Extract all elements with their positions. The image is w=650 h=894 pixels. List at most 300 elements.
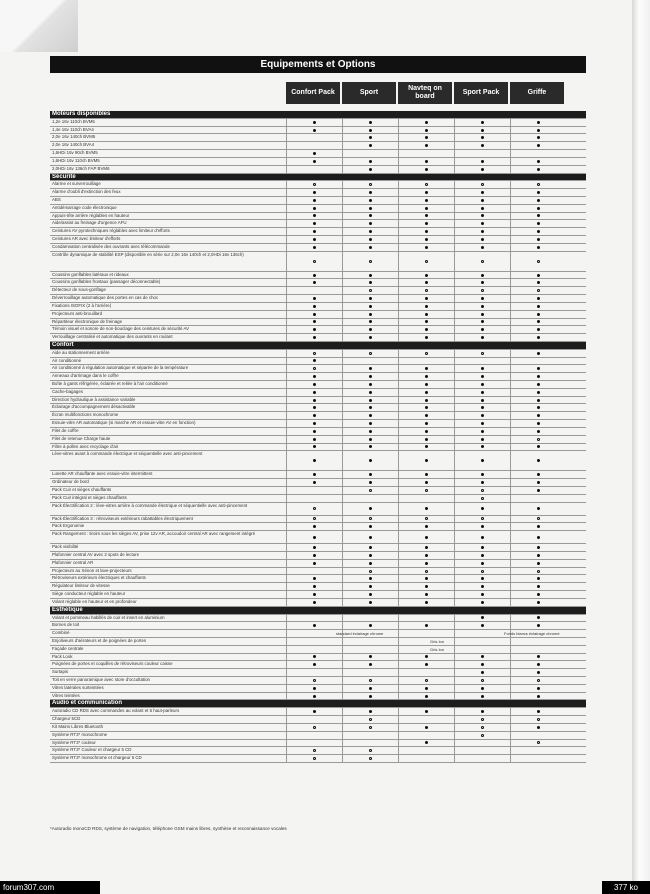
table-cell bbox=[454, 708, 510, 715]
row-label: Plafonnier central AV avec 2 spots de lecture bbox=[52, 552, 140, 557]
standard-dot-icon bbox=[369, 375, 372, 378]
table-cell bbox=[342, 444, 398, 451]
standard-dot-icon bbox=[537, 160, 540, 163]
standard-dot-icon bbox=[425, 313, 428, 316]
row-label: Combiné bbox=[52, 630, 70, 636]
table-cell bbox=[342, 716, 398, 723]
option-ring-icon bbox=[481, 260, 484, 263]
standard-dot-icon bbox=[481, 546, 484, 549]
standard-dot-icon bbox=[369, 663, 372, 666]
standard-dot-icon bbox=[537, 281, 540, 284]
table-cell bbox=[286, 568, 342, 575]
row-label: Filet de retenue Charge haute bbox=[52, 435, 111, 441]
table-row bbox=[50, 334, 586, 342]
standard-dot-icon bbox=[537, 655, 540, 658]
row-label: Volant réglable en hauteur et en profondeur bbox=[52, 598, 137, 604]
row-label: Pack Électrification 2 : lève-vitres arrière à commande électrique et séquentielle avec anti-pincement bbox=[52, 502, 248, 508]
standard-dot-icon bbox=[313, 593, 316, 596]
standard-dot-icon bbox=[369, 593, 372, 596]
standard-dot-icon bbox=[481, 238, 484, 241]
standard-dot-icon bbox=[369, 546, 372, 549]
standard-dot-icon bbox=[481, 430, 484, 433]
table-cell bbox=[286, 716, 342, 723]
table-row bbox=[50, 568, 586, 576]
standard-dot-icon bbox=[481, 391, 484, 394]
standard-dot-icon bbox=[313, 414, 316, 417]
option-ring-icon bbox=[369, 289, 372, 292]
table-row bbox=[50, 197, 586, 205]
standard-dot-icon bbox=[537, 352, 540, 355]
table-cell bbox=[454, 724, 510, 731]
table-cell bbox=[286, 142, 342, 149]
table-cell bbox=[510, 205, 566, 212]
row-label: Coussins gonflables frontaux (passager déconnectable) bbox=[52, 279, 161, 285]
standard-dot-icon bbox=[369, 459, 372, 462]
standard-dot-icon bbox=[369, 399, 372, 402]
standard-dot-icon bbox=[313, 585, 316, 588]
row-label: Lunette AR chauffante avec essuie-vitre intermittent bbox=[52, 471, 153, 477]
standard-dot-icon bbox=[425, 445, 428, 448]
table-row bbox=[50, 205, 586, 213]
table-cell bbox=[342, 544, 398, 551]
row-label: Système RT3* couleur bbox=[52, 739, 96, 745]
table-row bbox=[50, 436, 586, 444]
table-row bbox=[50, 531, 586, 544]
table-row bbox=[50, 373, 586, 381]
table-cell bbox=[454, 272, 510, 279]
standard-dot-icon bbox=[313, 546, 316, 549]
standard-dot-icon bbox=[537, 695, 540, 698]
row-label: Façade centrale bbox=[52, 645, 84, 651]
standard-dot-icon bbox=[537, 422, 540, 425]
table-cell bbox=[286, 615, 342, 622]
footnote: *Autoradio monoCD RDS, système de navigation, téléphone GSM mains libres, synthèse et reconnaissance vocales bbox=[50, 826, 287, 831]
option-ring-icon bbox=[369, 570, 372, 573]
table-cell bbox=[510, 495, 566, 502]
standard-dot-icon bbox=[537, 414, 540, 417]
table-cell bbox=[510, 272, 566, 279]
table-cell bbox=[286, 134, 342, 141]
table-cell bbox=[454, 654, 510, 661]
table-cell bbox=[454, 451, 510, 470]
standard-dot-icon bbox=[313, 473, 316, 476]
standard-dot-icon bbox=[481, 230, 484, 233]
standard-dot-icon bbox=[481, 144, 484, 147]
standard-dot-icon bbox=[369, 406, 372, 409]
option-ring-icon bbox=[537, 718, 540, 721]
cell-note: Gris Ion bbox=[430, 638, 445, 644]
table-row bbox=[50, 661, 586, 669]
table-cell bbox=[342, 244, 398, 251]
table-cell bbox=[510, 365, 566, 372]
standard-dot-icon bbox=[481, 246, 484, 249]
option-ring-icon bbox=[537, 741, 540, 744]
standard-dot-icon bbox=[481, 507, 484, 510]
row-label: 2,0HDi 16v 136ch FAP BVM6 bbox=[52, 165, 110, 171]
table-cell bbox=[510, 708, 566, 715]
table-cell bbox=[454, 311, 510, 318]
table-cell bbox=[510, 503, 566, 515]
row-label: Pack visibilité bbox=[52, 544, 79, 550]
table-cell bbox=[286, 503, 342, 515]
table-cell bbox=[454, 638, 510, 645]
table-cell bbox=[398, 236, 454, 243]
standard-dot-icon bbox=[369, 320, 372, 323]
table-row bbox=[50, 158, 586, 166]
table-cell bbox=[286, 295, 342, 302]
standard-dot-icon bbox=[369, 710, 372, 713]
table-cell bbox=[286, 654, 342, 661]
table-row bbox=[50, 638, 586, 646]
table-cell bbox=[342, 412, 398, 419]
table-cell bbox=[342, 319, 398, 326]
standard-dot-icon bbox=[537, 430, 540, 433]
standard-dot-icon bbox=[425, 214, 428, 217]
table-cell bbox=[510, 451, 566, 470]
table-cell bbox=[510, 358, 566, 365]
standard-dot-icon bbox=[369, 687, 372, 690]
table-cell bbox=[398, 420, 454, 427]
table-cell bbox=[454, 646, 510, 653]
table-cell bbox=[398, 358, 454, 365]
standard-dot-icon bbox=[425, 577, 428, 580]
table-row bbox=[50, 326, 586, 334]
standard-dot-icon bbox=[369, 430, 372, 433]
page-fold-shadow bbox=[0, 0, 78, 52]
table-cell bbox=[286, 479, 342, 486]
table-cell bbox=[398, 693, 454, 700]
option-ring-icon bbox=[537, 679, 540, 682]
table-cell bbox=[510, 181, 566, 188]
standard-dot-icon bbox=[481, 207, 484, 210]
option-ring-icon bbox=[369, 517, 372, 520]
table-cell bbox=[398, 119, 454, 126]
column-header: Griffe bbox=[510, 82, 564, 104]
table-cell bbox=[454, 181, 510, 188]
table-row bbox=[50, 272, 586, 280]
table-cell bbox=[510, 523, 566, 530]
table-row bbox=[50, 677, 586, 685]
standard-dot-icon bbox=[425, 222, 428, 225]
table-cell bbox=[510, 428, 566, 435]
standard-dot-icon bbox=[537, 391, 540, 394]
table-cell bbox=[398, 381, 454, 388]
table-cell bbox=[398, 220, 454, 227]
table-cell bbox=[398, 428, 454, 435]
table-cell bbox=[398, 599, 454, 606]
row-label: Plafonnier central AR bbox=[52, 559, 94, 565]
table-cell bbox=[510, 350, 566, 357]
standard-dot-icon bbox=[481, 616, 484, 619]
standard-dot-icon bbox=[537, 459, 540, 462]
standard-dot-icon bbox=[537, 199, 540, 202]
table-cell bbox=[286, 575, 342, 582]
standard-dot-icon bbox=[425, 562, 428, 565]
standard-dot-icon bbox=[537, 406, 540, 409]
table-cell bbox=[510, 638, 566, 645]
row-label: Système RT3* monochrome bbox=[52, 731, 108, 737]
standard-dot-icon bbox=[313, 710, 316, 713]
table-cell bbox=[286, 471, 342, 478]
table-cell bbox=[510, 669, 566, 676]
standard-dot-icon bbox=[481, 695, 484, 698]
table-cell bbox=[286, 747, 342, 754]
table-cell bbox=[342, 150, 398, 157]
standard-dot-icon bbox=[537, 536, 540, 539]
table-cell bbox=[286, 420, 342, 427]
table-cell bbox=[398, 523, 454, 530]
cell-note: Gris Ion bbox=[430, 646, 445, 652]
table-cell bbox=[454, 523, 510, 530]
table-cell bbox=[398, 479, 454, 486]
table-cell bbox=[398, 228, 454, 235]
standard-dot-icon bbox=[481, 624, 484, 627]
standard-dot-icon bbox=[481, 554, 484, 557]
standard-dot-icon bbox=[425, 336, 428, 339]
table-cell bbox=[398, 334, 454, 341]
table-cell bbox=[510, 142, 566, 149]
standard-dot-icon bbox=[425, 546, 428, 549]
table-cell bbox=[398, 531, 454, 543]
table-cell bbox=[398, 685, 454, 692]
table-cell bbox=[286, 599, 342, 606]
table-cell bbox=[454, 479, 510, 486]
table-cell bbox=[398, 142, 454, 149]
option-ring-icon bbox=[537, 289, 540, 292]
table-row bbox=[50, 287, 586, 295]
table-cell bbox=[286, 622, 342, 629]
table-cell bbox=[286, 444, 342, 451]
standard-dot-icon bbox=[425, 399, 428, 402]
table-cell bbox=[454, 158, 510, 165]
standard-dot-icon bbox=[369, 655, 372, 658]
table-cell bbox=[342, 755, 398, 762]
standard-dot-icon bbox=[481, 129, 484, 132]
standard-dot-icon bbox=[313, 481, 316, 484]
table-cell bbox=[454, 142, 510, 149]
standard-dot-icon bbox=[425, 375, 428, 378]
table-cell bbox=[510, 150, 566, 157]
table-cell bbox=[510, 479, 566, 486]
table-cell bbox=[342, 740, 398, 747]
standard-dot-icon bbox=[537, 230, 540, 233]
table-cell bbox=[286, 326, 342, 333]
standard-dot-icon bbox=[481, 222, 484, 225]
table-row bbox=[50, 516, 586, 524]
standard-dot-icon bbox=[425, 297, 428, 300]
standard-dot-icon bbox=[481, 663, 484, 666]
standard-dot-icon bbox=[425, 414, 428, 417]
table-cell bbox=[286, 724, 342, 731]
table-cell bbox=[454, 334, 510, 341]
standard-dot-icon bbox=[313, 663, 316, 666]
table-cell bbox=[454, 205, 510, 212]
table-cell bbox=[398, 716, 454, 723]
standard-dot-icon bbox=[313, 655, 316, 658]
row-label: Cache-bagages bbox=[52, 388, 84, 394]
table-cell bbox=[342, 708, 398, 715]
table-row bbox=[50, 654, 586, 662]
standard-dot-icon bbox=[369, 525, 372, 528]
standard-dot-icon bbox=[481, 121, 484, 124]
table-cell bbox=[454, 444, 510, 451]
table-cell bbox=[286, 272, 342, 279]
section-header bbox=[50, 607, 586, 615]
standard-dot-icon bbox=[313, 562, 316, 565]
table-cell bbox=[454, 575, 510, 582]
table-row bbox=[50, 523, 586, 531]
table-row bbox=[50, 487, 586, 495]
table-cell bbox=[454, 669, 510, 676]
table-cell bbox=[454, 420, 510, 427]
standard-dot-icon bbox=[313, 695, 316, 698]
table-cell bbox=[454, 693, 510, 700]
table-cell bbox=[342, 205, 398, 212]
standard-dot-icon bbox=[313, 313, 316, 316]
table-cell bbox=[454, 677, 510, 684]
standard-dot-icon bbox=[369, 328, 372, 331]
table-row bbox=[50, 685, 586, 693]
table-cell bbox=[454, 404, 510, 411]
row-label: Air conditionné à régulation automatique et séparée de la température bbox=[52, 365, 189, 371]
option-ring-icon bbox=[425, 289, 428, 292]
standard-dot-icon bbox=[313, 274, 316, 277]
standard-dot-icon bbox=[481, 585, 484, 588]
table-cell bbox=[286, 732, 342, 739]
standard-dot-icon bbox=[481, 406, 484, 409]
row-label: Témoin visuel et sonore de non-bouclage des ceintures de sécurité AV bbox=[52, 326, 190, 332]
table-cell bbox=[510, 287, 566, 294]
table-cell bbox=[454, 544, 510, 551]
table-cell bbox=[342, 381, 398, 388]
standard-dot-icon bbox=[369, 554, 372, 557]
table-cell bbox=[398, 150, 454, 157]
option-ring-icon bbox=[425, 352, 428, 355]
standard-dot-icon bbox=[313, 375, 316, 378]
standard-dot-icon bbox=[425, 121, 428, 124]
table-cell bbox=[454, 560, 510, 567]
table-cell bbox=[510, 166, 566, 173]
table-row bbox=[50, 358, 586, 366]
standard-dot-icon bbox=[425, 246, 428, 249]
option-ring-icon bbox=[537, 438, 540, 441]
table-cell bbox=[342, 420, 398, 427]
option-ring-icon bbox=[425, 517, 428, 520]
row-label: Alarme et surverrouillage bbox=[52, 181, 101, 187]
table-row bbox=[50, 127, 586, 135]
standard-dot-icon bbox=[313, 191, 316, 194]
table-cell bbox=[454, 412, 510, 419]
table-cell bbox=[342, 228, 398, 235]
table-cell bbox=[342, 119, 398, 126]
table-row bbox=[50, 181, 586, 189]
table-row bbox=[50, 404, 586, 412]
table-cell bbox=[342, 638, 398, 645]
table-cell bbox=[342, 669, 398, 676]
column-header: Sport bbox=[342, 82, 396, 104]
table-cell bbox=[398, 638, 454, 645]
row-label: Surtapis bbox=[52, 669, 69, 675]
table-cell bbox=[510, 397, 566, 404]
table-cell bbox=[342, 747, 398, 754]
table-cell bbox=[454, 150, 510, 157]
standard-dot-icon bbox=[369, 438, 372, 441]
table-cell bbox=[454, 295, 510, 302]
table-cell bbox=[398, 732, 454, 739]
table-cell bbox=[342, 531, 398, 543]
row-label: Système RT3* Couleur et chargeur 5 CD bbox=[52, 747, 132, 753]
standard-dot-icon bbox=[313, 525, 316, 528]
table-cell bbox=[398, 503, 454, 515]
table-cell bbox=[398, 404, 454, 411]
standard-dot-icon bbox=[369, 214, 372, 217]
table-cell bbox=[398, 560, 454, 567]
standard-dot-icon bbox=[369, 281, 372, 284]
standard-dot-icon bbox=[369, 391, 372, 394]
table-cell bbox=[510, 326, 566, 333]
table-cell bbox=[510, 646, 566, 653]
table-cell bbox=[342, 389, 398, 396]
table-cell bbox=[286, 516, 342, 523]
table-cell bbox=[510, 677, 566, 684]
standard-dot-icon bbox=[313, 214, 316, 217]
table-cell bbox=[510, 693, 566, 700]
option-ring-icon bbox=[369, 757, 372, 760]
table-cell bbox=[454, 622, 510, 629]
table-cell bbox=[286, 358, 342, 365]
standard-dot-icon bbox=[425, 601, 428, 604]
row-label: 1,2e 16v 110ch BVM5 bbox=[52, 118, 95, 124]
option-ring-icon bbox=[369, 718, 372, 721]
standard-dot-icon bbox=[425, 525, 428, 528]
option-ring-icon bbox=[537, 570, 540, 573]
standard-dot-icon bbox=[369, 274, 372, 277]
table-cell bbox=[286, 213, 342, 220]
table-cell bbox=[398, 127, 454, 134]
row-label: Autoradio CD RDS avec commandes au volant et 6 haut-parleurs bbox=[52, 708, 180, 714]
table-cell bbox=[510, 747, 566, 754]
option-ring-icon bbox=[369, 749, 372, 752]
standard-dot-icon bbox=[537, 191, 540, 194]
standard-dot-icon bbox=[425, 160, 428, 163]
standard-dot-icon bbox=[537, 525, 540, 528]
standard-dot-icon bbox=[481, 687, 484, 690]
row-label: Filtre à pollen avec recyclage d'air bbox=[52, 443, 119, 449]
standard-dot-icon bbox=[425, 207, 428, 210]
table-cell bbox=[286, 311, 342, 318]
table-cell bbox=[342, 451, 398, 470]
table-cell bbox=[510, 560, 566, 567]
table-cell bbox=[342, 189, 398, 196]
table-cell bbox=[286, 451, 342, 470]
standard-dot-icon bbox=[537, 710, 540, 713]
standard-dot-icon bbox=[481, 438, 484, 441]
cell-note: Fonds blancs éclairage chromé bbox=[504, 631, 560, 637]
table-cell bbox=[454, 220, 510, 227]
table-cell bbox=[398, 654, 454, 661]
table-cell bbox=[286, 236, 342, 243]
table-cell bbox=[342, 295, 398, 302]
table-row bbox=[50, 397, 586, 405]
standard-dot-icon bbox=[481, 160, 484, 163]
row-label: Filet de coffre bbox=[52, 427, 79, 433]
standard-dot-icon bbox=[313, 601, 316, 604]
table-row bbox=[50, 228, 586, 236]
table-cell bbox=[510, 740, 566, 747]
row-label: Appuis-tête arrière réglables en hauteur bbox=[52, 212, 130, 218]
table-row bbox=[50, 646, 586, 654]
standard-dot-icon bbox=[537, 546, 540, 549]
